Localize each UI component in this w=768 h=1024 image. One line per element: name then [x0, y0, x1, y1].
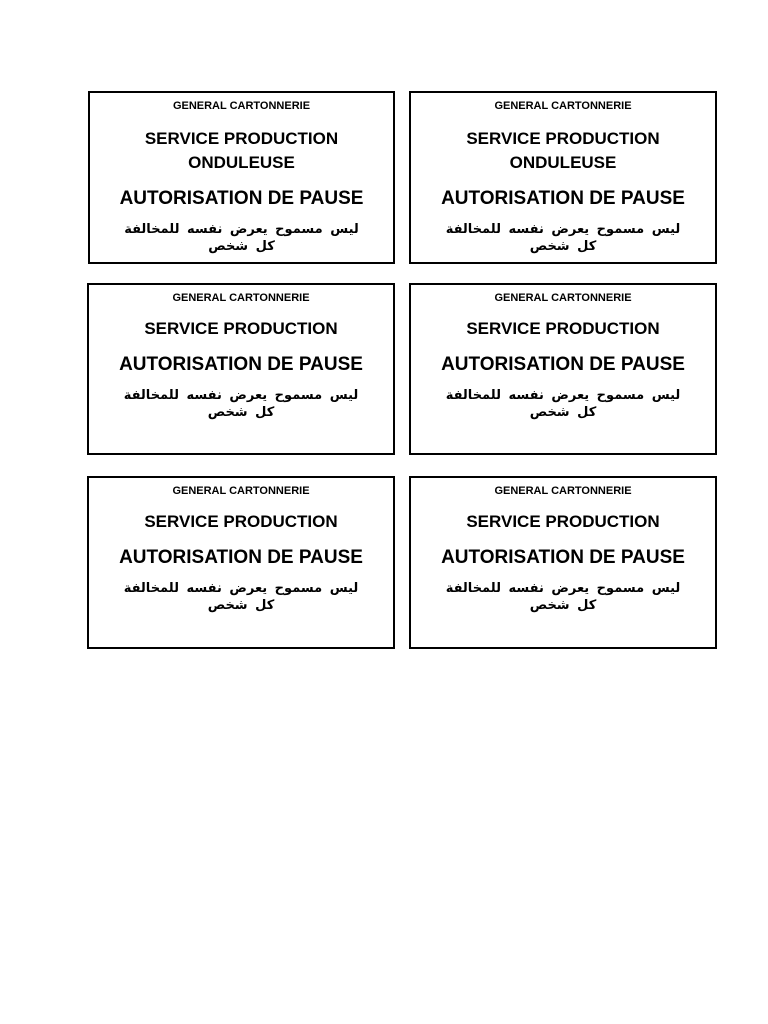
- arabic-notice: ليس مسموح يعرض نفسه للمخالفة كل شخص: [445, 581, 681, 613]
- card-title: AUTORISATION DE PAUSE: [119, 188, 364, 209]
- company-name: GENERAL CARTONNERIE: [494, 100, 632, 112]
- service-name: SERVICE PRODUCTION: [466, 512, 660, 531]
- card-title: AUTORISATION DE PAUSE: [119, 547, 363, 568]
- company-name: GENERAL CARTONNERIE: [494, 292, 632, 304]
- pause-card-3: [87, 283, 395, 455]
- arabic-notice: ليس مسموح يعرض نفسه للمخالفة كل شخص: [124, 222, 359, 254]
- pause-card-2: [409, 91, 717, 264]
- arabic-notice: ليس مسموح يعرض نفسه للمخالفة كل شخص: [123, 581, 359, 613]
- arabic-notice: ليس مسموح يعرض نفسه للمخالفة كل شخص: [445, 222, 681, 254]
- company-name: GENERAL CARTONNERIE: [172, 485, 310, 497]
- service-line-2: ONDULEUSE: [188, 153, 295, 172]
- pause-card-4: [409, 283, 717, 455]
- service-name: SERVICE PRODUCTION: [466, 319, 660, 338]
- card-title: AUTORISATION DE PAUSE: [119, 354, 363, 375]
- service-name: SERVICE PRODUCTION: [144, 512, 338, 531]
- service-line-1: SERVICE PRODUCTION: [144, 129, 339, 148]
- pause-card-6: [409, 476, 717, 649]
- service-line-1: SERVICE PRODUCTION: [466, 129, 660, 148]
- company-name: GENERAL CARTONNERIE: [172, 100, 311, 112]
- service-name: SERVICE PRODUCTION: [144, 319, 338, 338]
- service-name: [90, 127, 393, 175]
- pause-card-5: [87, 476, 395, 649]
- card-title: AUTORISATION DE PAUSE: [441, 188, 685, 209]
- service-name: [411, 127, 715, 175]
- pause-card-1: [88, 91, 395, 264]
- card-title: AUTORISATION DE PAUSE: [441, 547, 685, 568]
- arabic-notice: ليس مسموح يعرض نفسه للمخالفة كل شخص: [445, 388, 681, 420]
- service-line-2: ONDULEUSE: [509, 153, 617, 172]
- card-title: AUTORISATION DE PAUSE: [441, 354, 685, 375]
- arabic-notice: ليس مسموح يعرض نفسه للمخالفة كل شخص: [123, 388, 359, 420]
- company-name: GENERAL CARTONNERIE: [494, 485, 632, 497]
- company-name: GENERAL CARTONNERIE: [172, 292, 310, 304]
